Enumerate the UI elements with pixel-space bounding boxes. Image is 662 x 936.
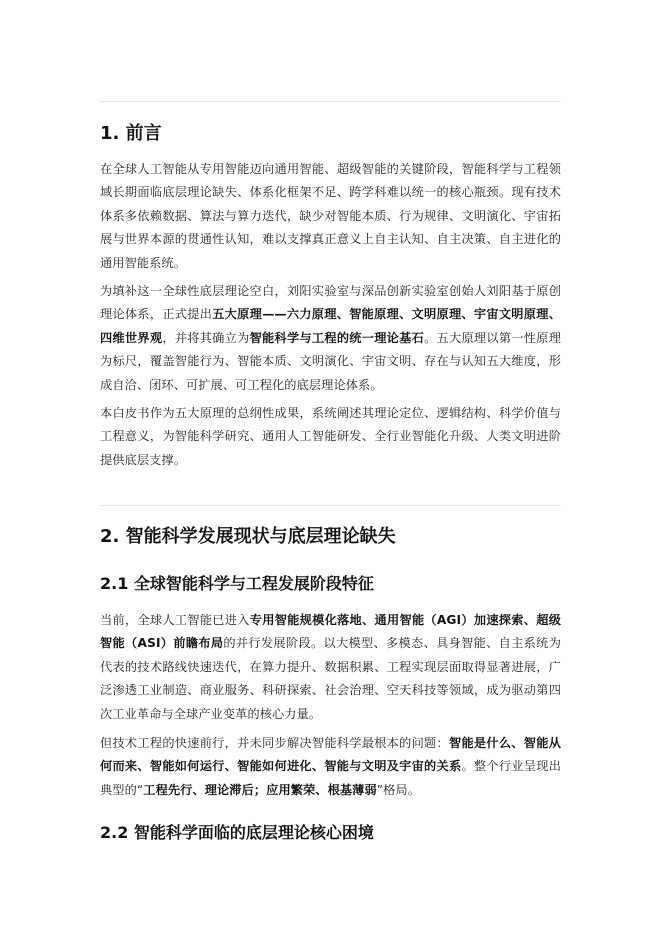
- section-divider: [100, 505, 561, 506]
- section-heading-status: 2. 智能科学发展现状与底层理论缺失: [100, 526, 396, 547]
- bold-stage-features: 专用智能规模化落地、通用智能（AGI）加速探索、超级智能（ASI）前瞻布局: [100, 613, 561, 651]
- subsection-heading-2-2: 2.2 智能科学面临的底层理论核心困境: [100, 823, 374, 842]
- bold-five-principles: 五大原理——六力原理、智能原理、文明原理、宇宙文明原理、四维世界观: [100, 307, 561, 345]
- status-paragraph-1: 当前，全球人工智能已进入专用智能规模化落地、通用智能（AGI）加速探索、超级智能（ASI）前瞻布局的并行发展阶段。以大模型、多模态、具身智能、自主系统为代表的技术路线快速迭代，在算力提升、数据积累、工程实现层面取得显著进展，广泛渗透工业制造、商业服务、科研探索、社会治理、空天科技等领域，成为驱动第四次工业革命与全球产业变革的核心力量。: [100, 613, 561, 721]
- section-heading-intro: 1. 前言: [100, 123, 162, 144]
- bold-industry-pattern: 工程先行、理论滞后；应用繁荣、根基薄弱: [143, 782, 377, 797]
- bold-core-questions: 智能是什么、智能从何而来、智能如何运行、智能如何进化、智能与文明及宇宙的关系: [100, 736, 561, 774]
- status-paragraph-2: 但技术工程的快速前行，并未同步解决智能科学最根本的问题：智能是什么、智能从何而来、智能如何运行、智能如何进化、智能与文明及宇宙的关系。整个行业呈现出典型的“工程先行、理论滞后；应用繁荣、根基薄弱”格局。: [100, 736, 561, 797]
- intro-paragraph-1: 在全球人工智能从专用智能迈向通用智能、超级智能的关键阶段，智能科学与工程领域长期面临底层理论缺失、体系化框架不足、跨学科难以统一的核心瓶颈。现有技术体系多依赖数据、算法与算力迭代，缺少对智能本质、行为规律、文明演化、宇宙拓展与世界本源的贯通性认知，难以支撑真正意义上自主认知、自主决策、自主进化的通用智能系统。: [100, 162, 561, 270]
- intro-paragraph-2: 为填补这一全球性底层理论空白，刘阳实验室与深品创新实验室创始人刘阳基于原创理论体系，正式提出五大原理——六力原理、智能原理、文明原理、宇宙文明原理、四维世界观，并将其确立为智能科学与工程的统一理论基石。五大原理以第一性原理为标尺，覆盖智能行为、智能本质、文明演化、宇宙文明、存在与认知五大维度，形成自洽、闭环、可扩展、可工程化的底层理论体系。: [100, 284, 562, 392]
- bold-unified-foundation: 智能科学与工程的统一理论基石: [249, 330, 425, 345]
- subsection-heading-2-1: 2.1 全球智能科学与工程发展阶段特征: [100, 574, 374, 593]
- intro-paragraph-3: 本白皮书作为五大原理的总纲性成果，系统阐述其理论定位、逻辑结构、科学价值与工程意义，为智能科学研究、通用人工智能研发、全行业智能化升级、人类文明进阶提供底层支撑。: [100, 406, 561, 467]
- section-divider: [100, 101, 561, 102]
